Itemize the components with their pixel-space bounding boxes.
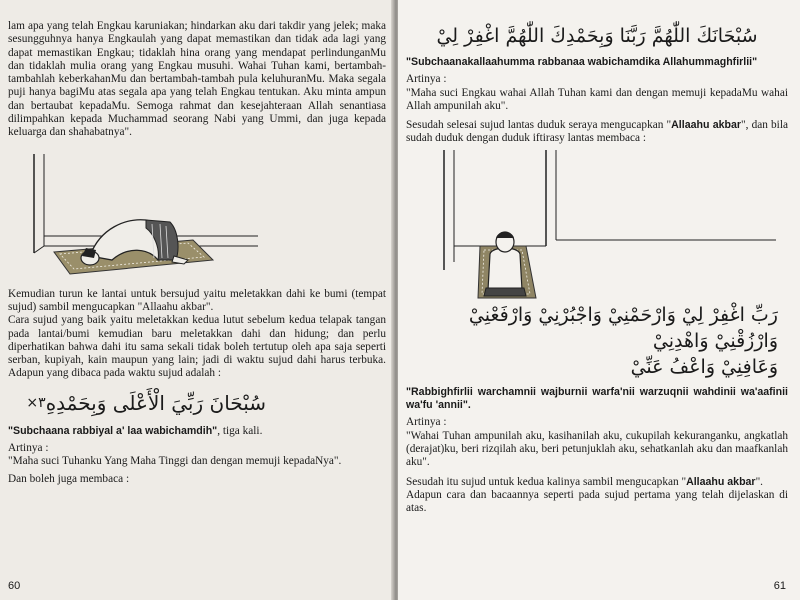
translit-tasbih-line xyxy=(8,425,386,438)
paragraph-doa-end: lam apa yang telah Engkau karuniakan; hindarkan aku dari takdir yang jelek; maka sesungguhnya hanya Engkaulah yang dapat memastikan dan tidak ada lagi yang dapat memastikan Engkau; tidaklah hina orang yang mendapat perlindunganMu dan tidaklah mulia orang yang Engkau musuhi. Wahai Tuhan kami, bertambah-tambahlah keberkahanMu dan bertambah-tambah pula keluhuranMu. Maka segala puji hanya bagiMu atas segala apa yang telah Engkau tentukan. Aku minta ampun dan bertaubat kepadaMu. Semoga rahmat dan kesejahteraan Allah senantiasa dilimpahkan kepada Muchammad seorang Nabi yang Ummi, dan juga kepada keluarga dan shahabatnya". xyxy=(8,20,386,139)
sujud-illustration xyxy=(8,148,386,288)
artinya-label-2: Artinya : xyxy=(406,416,447,429)
paragraph-boleh-membaca: Dan boleh juga membaca : xyxy=(8,472,130,485)
arabic-rabbighfirlii-line2: وَعَافِنِيْ وَاعْفُ عَنِّيْ xyxy=(630,355,778,378)
arabic-rabbighfirlii-line1: رَبِّ اغْفِرْ لِيْ وَارْحَمْنِيْ وَاجْبُرْنِيْ وَارْفَعْنِيْ وَارْزُقْنِيْ وَاهْدِنِيْ xyxy=(468,303,778,352)
translit-tasbih: "Subchaana rabbiyal a' laa wabichamdih" xyxy=(8,424,218,437)
artinya-label: Artinya : xyxy=(8,442,49,455)
arabic-tasbih-text: سُبْحَانَ رَبِّيَ الْأَعْلَى وَبِحَمْدِهِ xyxy=(45,390,266,415)
page-61 xyxy=(398,0,800,600)
meaning-rabbighfirlii: "Wahai Tuhan ampunilah aku, kasihanilah aku, cukupilah kekuranganku, angkatlah (derajat)ku, beri rizqilah aku, beri petunjuklah aku, sehatkanlah aku dan maafkanlah aku". xyxy=(406,429,788,469)
meaning-tasbih: "Maha suci Tuhanku Yang Maha Tinggi dan dengan memuji kepadaNya". xyxy=(8,455,342,468)
artinya-label-1: Artinya : xyxy=(406,73,447,86)
sujud-kedua-pre: Sesudah itu sujud untuk kedua kalinya sambil mengucapkan " xyxy=(406,475,687,488)
meaning-subchaanaka: "Maha suci Engkau wahai Allah Tuhan kami dan dengan memuji kepadaMu wahai Allah ampunilah aku". xyxy=(406,86,788,112)
paragraph-turun-sujud: Kemudian turun ke lantai untuk bersujud yaitu meletakkan dahi ke bumi (tempat sujud) sambil mengucapkan "Allaahu akbar". xyxy=(8,287,386,313)
paragraph-cara-sujud: Cara sujud yang baik yaitu meletakkan kedua lutut sebelum kedua telapak tangan pada lantai/bumi kemudian baru meletakkan dahi dan hidung; dan perlu diperhatikan bahwa dahi itu sama sekali tidak boleh tertutup oleh apa saja seperti serban, kupiyah, kain maupun yang lain; jadi di waktu sujud dahi harus terbuka. Adapun yang dibaca pada waktu sujud adalah : xyxy=(8,314,386,380)
sujud-kedua-bold: Allaahu akbar xyxy=(686,475,756,488)
arabic-tasbih-sujud xyxy=(8,389,266,417)
paragraph-sujud-kedua xyxy=(406,476,788,489)
duduk-illustration xyxy=(406,150,788,300)
translit-suffix: , tiga kali. xyxy=(217,424,263,437)
duduk-text-bold: Allaahu akbar xyxy=(671,119,741,132)
arabic-subchaanaka: سُبْحَانَكَ اللّٰهُمَّ رَبَّنَا وَبِحَمْدِكَ اللّٰهُمَّ اغْفِرْ لِيْ xyxy=(436,25,758,47)
duduk-text-pre: Sesudah selesai sujud lantas duduk seraya mengucapkan " xyxy=(406,119,672,132)
sujud-kedua-post: ". xyxy=(755,475,763,488)
page-number-left: 60 xyxy=(8,580,21,592)
arabic-tasbih-count: ٣× xyxy=(26,394,46,411)
translit-rabbighfirlii: "Rabbighfirlii warchamnii wajburnii warfa'nii warzuqnii wahdinii wa'aafinii wa'fu 'annii". xyxy=(406,385,788,412)
page-number-right: 61 xyxy=(773,580,786,592)
duduk-figure-drawing xyxy=(406,150,786,300)
page-60 xyxy=(0,0,394,600)
paragraph-duduk xyxy=(406,119,788,146)
paragraph-cara-bacaan: Adapun cara dan bacaannya seperti pada sujud pertama yang telah dijelaskan di atas. xyxy=(406,488,788,515)
sujud-figure-drawing xyxy=(8,148,268,288)
duduk-text-post: ", dan bila sudah duduk dengan duduk iftirasy lantas membaca : xyxy=(406,119,788,145)
translit-subchaanaka: "Subchaanakallaahumma rabbanaa wabichamdika Allahummaghfirlii" xyxy=(406,56,758,68)
